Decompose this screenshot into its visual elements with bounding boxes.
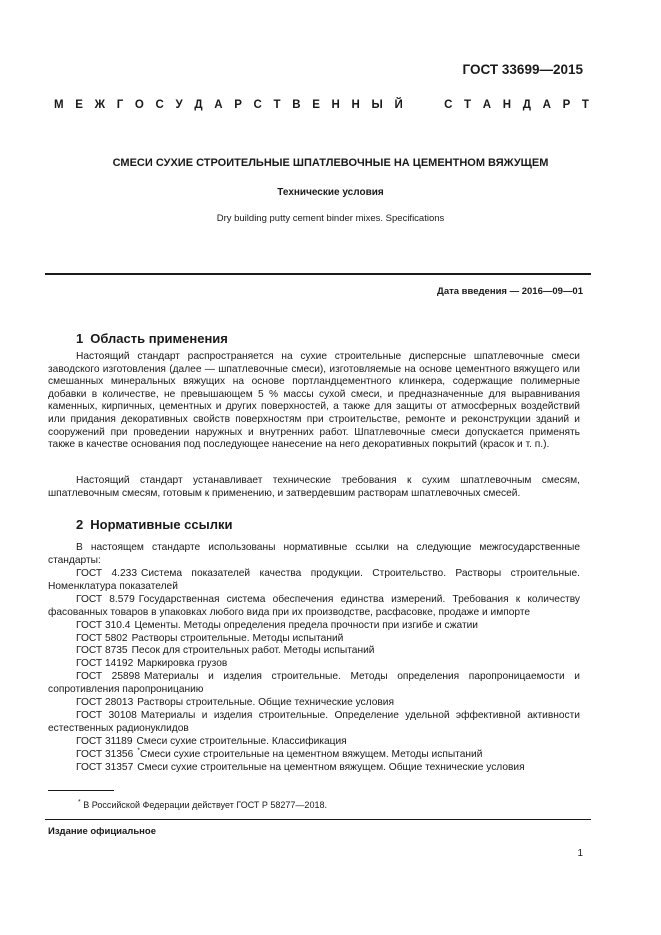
banner-letter: С [444, 99, 453, 111]
reference-title: Смеси сухие строительные на цементном вяжущем. Общие технические условия [137, 761, 525, 773]
reference-title: Смеси сухие строительные на цементном вяжущем. Методы испытаний [140, 748, 483, 760]
reference-code: ГОСТ 4.233 [76, 568, 137, 579]
reference-title: Материалы и изделия строительные. Определение удельной эффективной активности естественных радионуклидов [48, 709, 580, 734]
banner-letter: С [253, 99, 262, 111]
banner-letter: Е [75, 99, 83, 111]
banner-letter: А [482, 99, 492, 111]
footnote-text: В Российской Федерации действует ГОСТ Р 58277—2018. [83, 800, 327, 810]
reference-item [48, 762, 580, 775]
banner-word-gap [414, 99, 432, 111]
banner-letter: Е [312, 99, 320, 111]
reference-code: ГОСТ 5802 [76, 632, 128, 644]
reference-footnote-mark: * [137, 747, 141, 755]
reference-item [48, 736, 580, 749]
reference-code: ГОСТ 30108 [76, 709, 137, 721]
banner-letter: Д [194, 99, 203, 111]
reference-item [48, 671, 580, 697]
edition-label: Издание официальное [48, 826, 156, 837]
english-title: Dry building putty cement binder mixes. Specifications [216, 213, 445, 224]
reference-code: ГОСТ 31357 [76, 761, 134, 773]
banner-letter: С [155, 99, 164, 111]
section-number: 1 [76, 331, 84, 346]
banner-letter: М [54, 99, 64, 111]
gost-code: ГОСТ 33699—2015 [462, 62, 583, 77]
reference-code: ГОСТ 8.579 [76, 593, 135, 605]
banner-letter: Н [502, 99, 512, 111]
banner-letter: Т [464, 99, 472, 111]
banner-letter: Н [331, 99, 340, 111]
page-number: 1 [577, 848, 583, 859]
reference-code: ГОСТ 310.4 [76, 619, 131, 631]
banner-letter: Т [273, 99, 281, 111]
banner-letter: Р [234, 99, 242, 111]
document-subtitle: Технические условия [277, 187, 384, 198]
reference-item [48, 749, 580, 762]
reference-title: Песок для строительных работ. Методы испытаний [131, 645, 375, 657]
section-2-heading [76, 517, 232, 532]
section-1-paragraph-1: Настоящий стандарт распространяется на сухие строительные дисперсные шпатлевочные смеси заводского изготовления (далее — шпатлевочные смеси), изготовляемые на основе цементного вяжущего или смешанных минеральных вяжущих на основе портландцементного клинкера, содержащие полимерные добавки в количестве, не превышающем 5 % массы сухой смеси, и предназначенные для выравнивания каменных, кирпичных, цементных и других поверхностей, а также для защиты от атмосферных воздействий или придания декоративных свойств поверхностям при строительстве, ремонте и реконструкции зданий и сооружений при проведении наружных и внутренних работ. Шпатлевочные смеси допускается применять также в качестве основания под последующее нанесение на него декоративных покрытий (красок и т. п.). [48, 351, 580, 451]
reference-item [48, 645, 580, 658]
section-title: Область применения [90, 331, 228, 346]
reference-item [48, 658, 580, 671]
document-title: СМЕСИ СУХИЕ СТРОИТЕЛЬНЫЕ ШПАТЛЕВОЧНЫЕ НА ЦЕМЕНТНОМ ВЯЖУЩЕМ [112, 157, 549, 169]
section-1-paragraph-2: Настоящий стандарт устанавливает технические требования к сухим шпатлевочным смесям, шпатлевочным смесям, готовым к применению, и затвердевшим растворам шпатлевочных смесей. [48, 475, 580, 499]
standard-type-banner [54, 99, 589, 111]
reference-title: Маркировка грузов [137, 658, 228, 670]
banner-letter: Ж [94, 99, 106, 111]
footnote-divider [48, 790, 114, 791]
reference-item [48, 568, 580, 594]
reference-code: ГОСТ 8735 [76, 645, 128, 657]
reference-item [48, 620, 580, 633]
banner-letter: А [214, 99, 223, 111]
footer-divider [45, 819, 591, 820]
section-1-heading [76, 331, 228, 346]
banner-letter: Ы [371, 99, 383, 111]
title-divider [45, 273, 591, 275]
reference-item [48, 633, 580, 646]
introduction-date: Дата введения — 2016—09—01 [437, 286, 583, 297]
reference-item [48, 594, 580, 620]
normative-references-list [48, 568, 580, 775]
reference-title: Система показателей качества продукции. Строительство. Растворы строительные. Номенклатура показателей [48, 568, 580, 592]
reference-code: ГОСТ 25898 [76, 671, 141, 683]
reference-title: Цементы. Методы определения предела прочности при изгибе и сжатии [134, 619, 478, 631]
banner-letter: Д [522, 99, 531, 111]
reference-title: Смеси сухие строительные. Классификация [136, 735, 347, 747]
banner-letter: Т [581, 99, 589, 111]
banner-letter: О [134, 99, 144, 111]
section-2-intro: В настоящем стандарте использованы нормативные ссылки на следующие межгосударственные стандарты: [48, 542, 580, 566]
reference-code: ГОСТ 28013 [76, 697, 134, 709]
reference-item [48, 697, 580, 710]
footnote [78, 799, 327, 810]
banner-letter: А [542, 99, 551, 111]
reference-title: Растворы строительные. Методы испытаний [131, 632, 344, 644]
reference-title: Материалы и изделия строительные. Методы определения паропроницаемости и сопротивления паропроницанию [48, 671, 580, 696]
reference-title: Растворы строительные. Общие технические условия [137, 697, 394, 709]
section-title: Нормативные ссылки [90, 517, 233, 532]
banner-letter: Г [116, 99, 124, 111]
banner-letter: У [175, 99, 183, 111]
section-number: 2 [76, 517, 84, 532]
banner-letter: В [292, 99, 301, 111]
footnote-mark: * [78, 799, 81, 806]
reference-code: ГОСТ 31189 [76, 735, 133, 747]
banner-letter: Й [394, 99, 403, 111]
reference-item [48, 710, 580, 736]
banner-letter: Н [351, 99, 360, 111]
banner-letter: Р [562, 99, 571, 111]
reference-code: ГОСТ 31356 [76, 748, 134, 760]
reference-code: ГОСТ 14192 [76, 658, 134, 670]
reference-title: Государственная система обеспечения единства измерений. Требования к количеству фасованных товаров в упаковках любого вида при их производстве, расфасовке, продаже и импорте [48, 593, 580, 618]
